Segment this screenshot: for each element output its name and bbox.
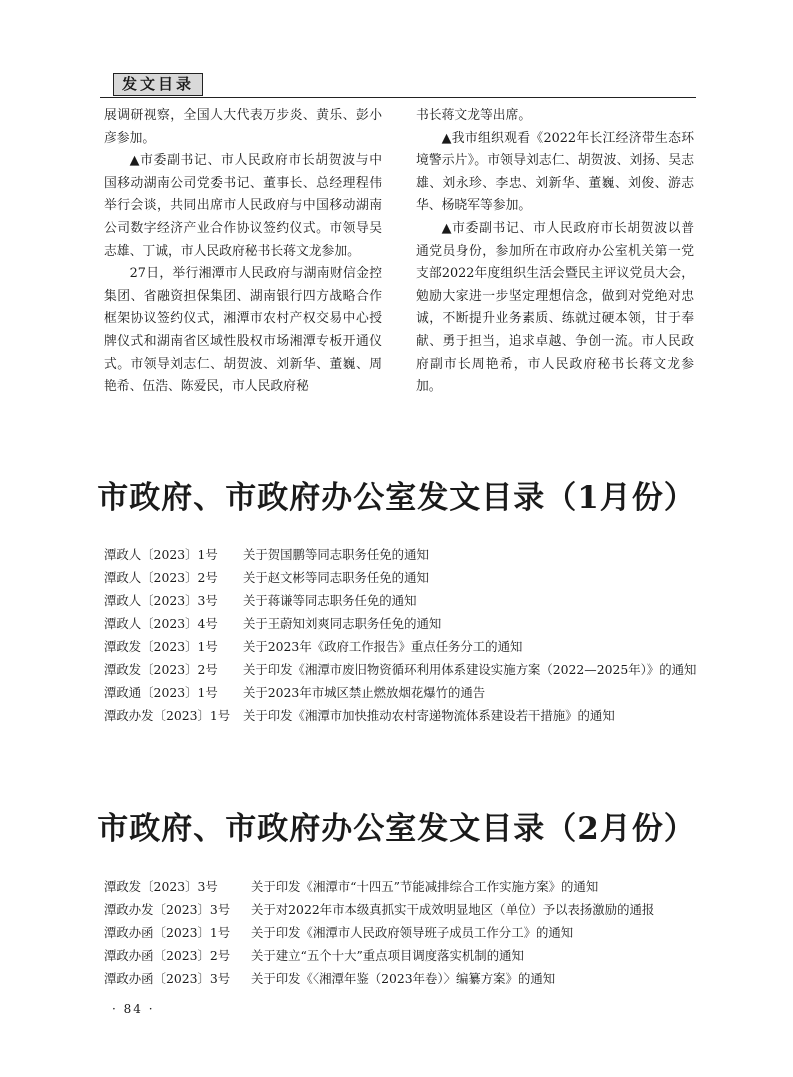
list-item [104,875,704,898]
document-title: 关于贺国鹏等同志职务任免的通知 [243,547,429,562]
document-title: 关于2023年市城区禁止燃放烟花爆竹的通告 [243,685,486,700]
list-item [104,704,704,727]
right-column [416,105,694,399]
document-list-february [104,875,704,990]
document-title: 关于蒋谦等同志职务任免的通知 [243,593,417,608]
list-item [104,635,704,658]
paragraph: 书长蒋文龙等出席。 [416,108,532,123]
document-title: 关于赵文彬等同志职务任免的通知 [243,570,429,585]
document-number: 潭政发〔2023〕2号 [104,662,218,677]
list-item [104,967,704,990]
page-number: · 84 · [112,1002,155,1016]
document-title: 关于2023年《政府工作报告》重点任务分工的通知 [243,639,523,654]
document-number: 潭政通〔2023〕1号 [104,685,218,700]
document-title: 关于建立“五个十大”重点项目调度落实机制的通知 [251,948,524,963]
document-number: 潭政人〔2023〕2号 [104,570,218,585]
document-number: 潭政人〔2023〕4号 [104,616,218,631]
document-number: 潭政发〔2023〕1号 [104,639,218,654]
section-title-february: 市政府、市政府办公室发文目录（2月份） [97,811,696,847]
document-number: 潭政办函〔2023〕2号 [104,948,231,963]
document-title: 关于王蔚知刘爽同志职务任免的通知 [243,616,442,631]
paragraph: 展调研视察，全国人大代表万步炎、黄乐、彭小彦参加。 [104,108,382,146]
document-title: 关于印发《湘潭市人民政府领导班子成员工作分工》的通知 [251,925,574,940]
paragraph: ▲市委副书记、市人民政府市长胡贺波以普通党员身份，参加所在市政府办公室机关第一党支部2022年度组织生活会暨民主评议党员大会，勉励大家进一步坚定理想信念，做到对党绝对忠诚，不断提升业务素质、练就过硬本领，甘于奉献、勇于担当，追求卓越、争创一流。市人民政府副市长周艳希，市人民政府秘书长蒋文龙参加。 [416,220,694,395]
section-label: 发文目录 [113,73,203,96]
paragraph: ▲市委副书记、市人民政府市长胡贺波与中国移动湖南公司党委书记、董事长、总经理程伟举行会谈，共同出席市人民政府与中国移动湖南公司数字经济产业合作协议签约仪式。市领导吴志雄、丁诚，市人民政府秘书长蒋文龙参加。 [104,153,382,259]
list-item [104,944,704,967]
document-number: 潭政发〔2023〕3号 [104,879,218,894]
list-item [104,543,704,566]
left-column [104,105,382,399]
paragraph: 27日，举行湘潭市人民政府与湖南财信金控集团、省融资担保集团、湖南银行四方战略合作框架协议签约仪式，湘潭市农村产权交易中心授牌仪式和湖南省区域性股权市场湘潭专板开通仪式。市领导刘志仁、胡贺波、刘新华、董巍、周艳希、伍浩、陈爱民，市人民政府秘 [104,266,382,395]
list-item [104,566,704,589]
list-item [104,589,704,612]
document-title: 关于印发《湘潭市“十四五”节能减排综合工作实施方案》的通知 [251,879,599,894]
list-item [104,658,704,681]
document-number: 潭政办函〔2023〕1号 [104,925,231,940]
section-title-january: 市政府、市政府办公室发文目录（1月份） [97,480,696,516]
document-title: 关于印发《〈湘潭年鉴（2023年卷）〉编纂方案》的通知 [251,971,556,986]
document-number: 潭政办发〔2023〕1号 [104,708,231,723]
document-number: 潭政人〔2023〕3号 [104,593,218,608]
document-title: 关于印发《湘潭市加快推动农村寄递物流体系建设若干措施》的通知 [243,708,615,723]
list-item [104,681,704,704]
list-item [104,898,704,921]
document-title: 关于印发《湘潭市废旧物资循环利用体系建设实施方案（2022—2025年）》的通知 [243,662,697,677]
paragraph: ▲我市组织观看《2022年长江经济带生态环境警示片》。市领导刘志仁、胡贺波、刘扬、吴志雄、刘永珍、李忠、刘新华、董巍、刘俊、游志华、杨晓军等参加。 [416,130,694,214]
document-title: 关于对2022年市本级真抓实干成效明显地区（单位）予以表扬激励的通报 [251,902,655,917]
document-number: 潭政办发〔2023〕3号 [104,902,231,917]
list-item [104,612,704,635]
document-number: 潭政办函〔2023〕3号 [104,971,231,986]
list-item [104,921,704,944]
document-list-january [104,543,704,727]
header-rule [100,97,696,98]
document-number: 潭政人〔2023〕1号 [104,547,218,562]
